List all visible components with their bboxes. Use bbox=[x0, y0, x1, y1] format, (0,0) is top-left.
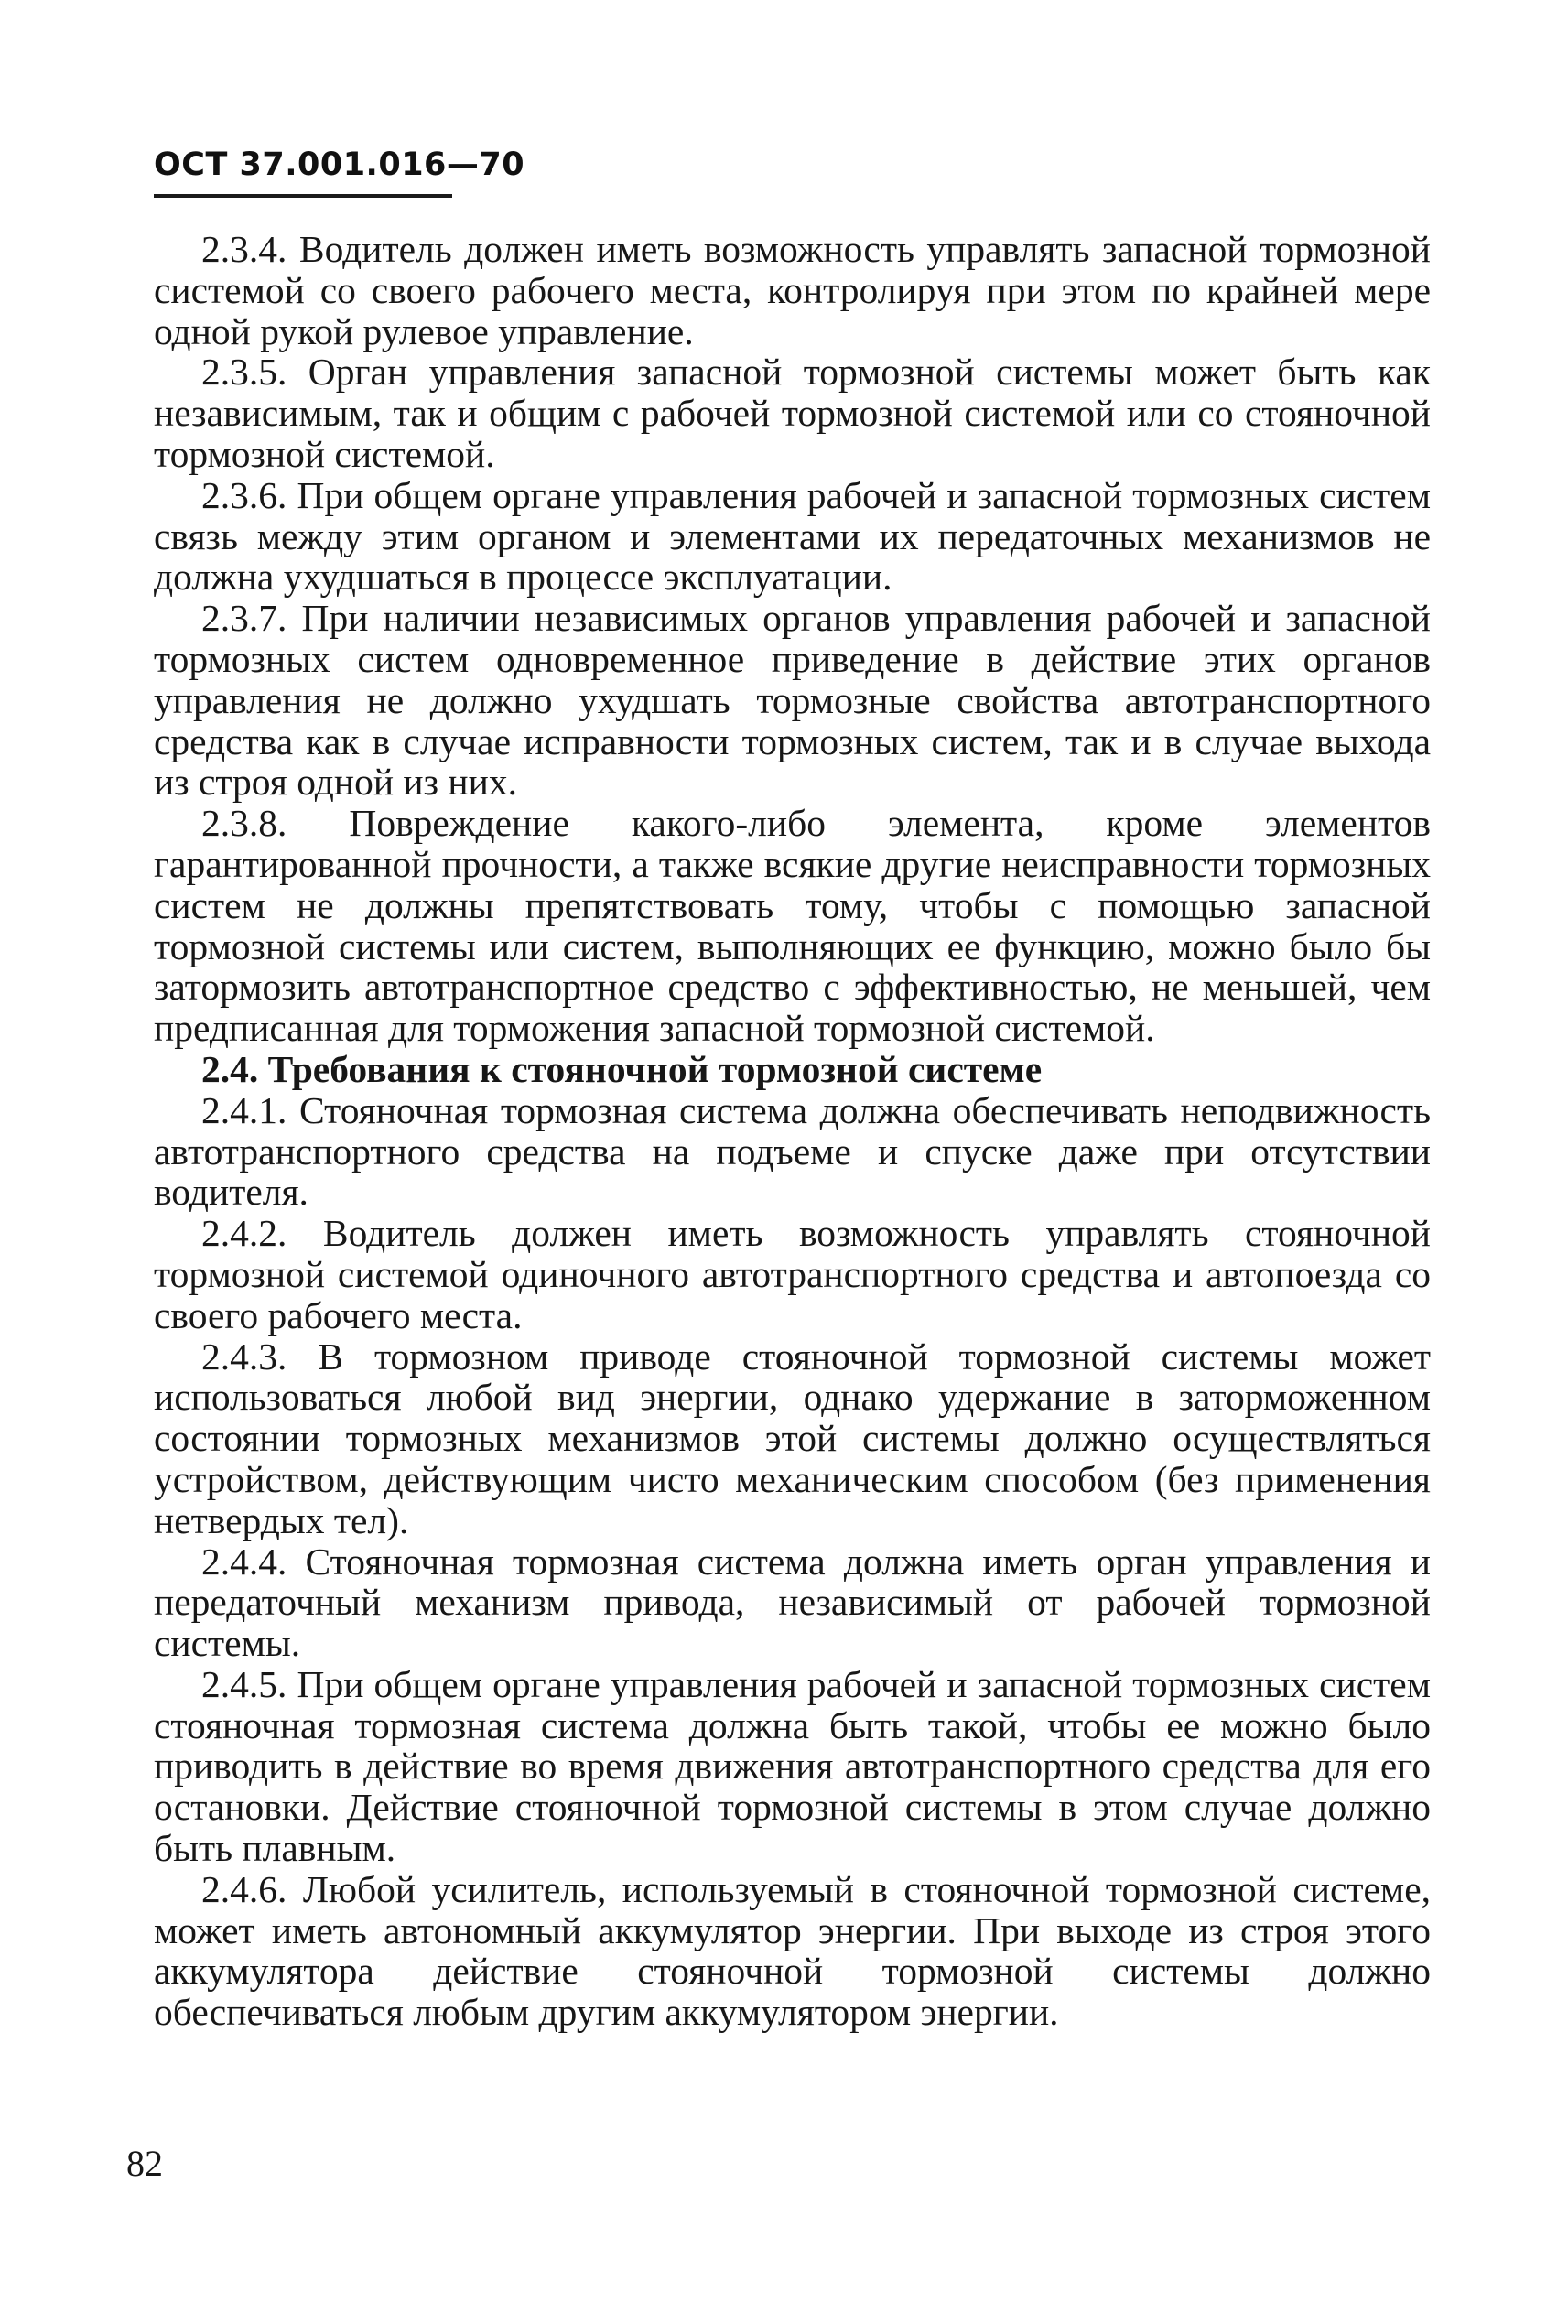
clause-2-4-6: 2.4.6. Любой усилитель, используемый в стояночной тормозной системе, может иметь автономный аккумулятор энергии. При выходе из строя этого аккумулятора действие стояночной тормозной системы должно обеспечиваться любым другим аккумулятором энергии. bbox=[154, 1867, 1431, 2034]
clause-2-3-5: 2.3.5. Орган управления запасной тормозной системы может быть как независимым, так и общим с рабочей тормозной системой или со стояночной тормозной системой. bbox=[154, 351, 1431, 475]
section-heading-2-4: 2.4. Требования к стояночной тормозной системе bbox=[201, 1047, 1043, 1090]
clause-2-4-4: 2.4.4. Стояночная тормозная система должна иметь орган управления и передаточный механизм привода, независимый от рабочей тормозной системы. bbox=[154, 1540, 1431, 1665]
document-header: ОСТ 37.001.016—70 bbox=[154, 146, 525, 183]
clause-2-4-2: 2.4.2. Водитель должен иметь возможность управлять стояночной тормозной системой одиночного автотранспортного средства и автопоезда со своего рабочего места. bbox=[154, 1212, 1431, 1336]
header-underline bbox=[154, 194, 452, 198]
clause-2-3-4: 2.3.4. Водитель должен иметь возможность управлять запасной тормозной системой со своего рабочего места, контролируя при этом по крайней мере одной рукой рулевое управление. bbox=[154, 228, 1431, 352]
clause-2-3-8: 2.3.8. Повреждение какого-либо элемента, кроме элементов гарантированной прочности, а также всякие другие неисправности тормозных систем не должны препятствовать тому, чтобы с помощью запасной тормозной системы или систем, выполняющих ее функцию, можно было бы затормозить автотранспортное средство с эффективностью, не меньшей, чем предписанная для торможения запасной тормозной системой. bbox=[154, 802, 1431, 1050]
clause-2-3-6: 2.3.6. При общем органе управления рабочей и запасной тормозных систем связь между этим органом и элементами их передаточных механизмов не должна ухудшаться в процессе эксплуатации. bbox=[154, 473, 1431, 599]
clause-2-4-5: 2.4.5. При общем органе управления рабочей и запасной тормозных систем стояночная тормозная система должна быть такой, чтобы ее можно было приводить в действие во время движения автотранспортного средства для его остановки. Действие стояночной тормозной системы в этом случае должно быть плавным. bbox=[154, 1662, 1431, 1870]
clause-2-3-7: 2.3.7. При наличии независимых органов управления рабочей и запасной тормозных систем одновременное приведение в действие этих органов управления не должно ухудшать тормозные свойства автотранспортного средства как в случае исправности тормозных систем, так и в случае выхода из строя одной из них. bbox=[154, 597, 1431, 804]
document-body bbox=[154, 229, 1431, 2033]
clause-2-4-1: 2.4.1. Стояночная тормозная система должна обеспечивать неподвижность автотранспортного средства на подъеме и спуске даже при отсутствии водителя. bbox=[154, 1088, 1431, 1214]
page-number: 82 bbox=[126, 2143, 163, 2184]
clause-2-4-3: 2.4.3. В тормозном приводе стояночной тормозной системы может использоваться любой вид энергии, однако удержание в заторможенном состоянии тормозных механизмов этой системы должно осуществляться устройством, действующим чисто механическим способом (без применения нетвердых тел). bbox=[154, 1335, 1431, 1541]
